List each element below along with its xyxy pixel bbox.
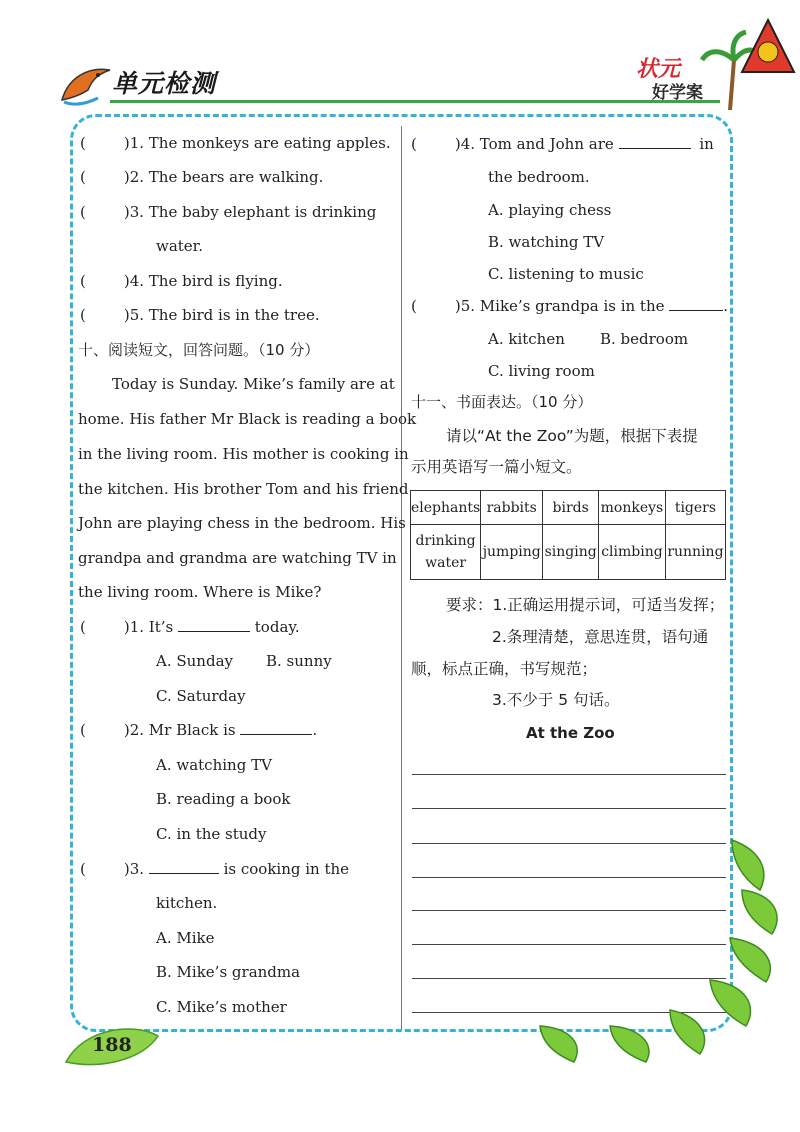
- page-number: 188: [92, 1034, 132, 1056]
- page-header: [0, 0, 800, 110]
- table-cell: birds: [543, 491, 599, 525]
- tf-item-text: 5. The bird is in the tree.: [129, 306, 320, 324]
- requirement-3: 3.不少于 5 句话。: [492, 691, 620, 709]
- logo-badge-icon: [740, 18, 796, 76]
- table-cell: tigers: [665, 491, 725, 525]
- table-cell: monkeys: [599, 491, 666, 525]
- q5-option-c: C. living room: [488, 362, 595, 380]
- answer-paren-open[interactable]: (: [80, 134, 86, 152]
- table-cell: climbing: [599, 525, 666, 580]
- instruction-line: 请以“At the Zoo”为题，根据下表提: [446, 427, 698, 445]
- passage-line: Today is Sunday. Mike’s family are at: [112, 375, 395, 393]
- q1-option-c: C. Saturday: [156, 687, 246, 705]
- q5-option-a: A. kitchen: [488, 330, 565, 348]
- answer-paren[interactable]: (: [80, 618, 86, 636]
- requirement-2: 2.条理清楚，意思连贯，语句通: [492, 628, 709, 646]
- q3-option-a: A. Mike: [156, 929, 215, 947]
- requirement-2-cont: 顺，标点正确，书写规范；: [411, 660, 598, 678]
- q1-option-a: A. Sunday: [156, 652, 233, 670]
- dolphin-mascot-icon: [58, 60, 116, 108]
- q4-option-b: B. watching TV: [488, 233, 605, 251]
- tf-item-text: 4. The bird is flying.: [129, 272, 283, 290]
- q3-option-c: C. Mike’s mother: [156, 998, 287, 1016]
- q1-option-b: B. sunny: [266, 652, 332, 670]
- fill-blank[interactable]: [149, 861, 219, 874]
- fill-blank[interactable]: [240, 722, 312, 735]
- leaves-decoration-icon: [520, 830, 790, 1070]
- passage-line: home. His father Mr Black is reading a book: [78, 410, 417, 428]
- tf-item-5: ( )5. The bird is in the tree.: [80, 306, 320, 324]
- passage-line: John are playing chess in the bedroom. His: [78, 514, 406, 532]
- writing-line[interactable]: [412, 808, 726, 809]
- answer-paren[interactable]: (: [411, 135, 417, 153]
- q2-option-b: B. reading a book: [156, 790, 291, 808]
- brand-subtitle: 好学案: [652, 83, 703, 103]
- fill-blank[interactable]: [619, 136, 691, 149]
- instruction-line: 示用英语写一篇小短文。: [411, 458, 582, 476]
- writing-line[interactable]: [412, 774, 726, 775]
- tf-item-2: ( )2. The bears are walking.: [80, 168, 324, 186]
- passage-line: grandpa and grandma are watching TV in: [78, 549, 397, 567]
- q5-option-b: B. bedroom: [600, 330, 689, 348]
- tf-item-4: ( )4. The bird is flying.: [80, 272, 283, 290]
- q4-continuation: the bedroom.: [488, 168, 590, 186]
- essay-title: At the Zoo: [526, 724, 615, 742]
- q3-option-b: B. Mike’s grandma: [156, 963, 301, 981]
- tf-item-text: 3. The baby elephant is drinking: [129, 203, 377, 221]
- table-cell: singing: [543, 525, 599, 580]
- hint-word-table: [410, 490, 726, 580]
- tf-item-text: 1. The monkeys are eating apples.: [129, 134, 391, 152]
- passage-line: the living room. Where is Mike?: [78, 583, 322, 601]
- passage-line: in the living room. His mother is cooking in: [78, 445, 409, 463]
- answer-paren-open[interactable]: (: [80, 203, 86, 221]
- header-rule: [110, 100, 720, 103]
- passage-line: the kitchen. His brother Tom and his friend: [78, 480, 409, 498]
- question-2: ( )2. Mr Black is .: [80, 721, 318, 739]
- answer-paren[interactable]: (: [80, 721, 86, 739]
- q4-option-a: A. playing chess: [488, 201, 612, 219]
- table-cell: running: [665, 525, 725, 580]
- table-cell: elephants: [411, 491, 481, 525]
- tf-item-text: 2. The bears are walking.: [129, 168, 324, 186]
- answer-paren-open[interactable]: (: [80, 306, 86, 324]
- brand-name: 状元: [636, 57, 681, 82]
- question-1: ( )1. It’s today.: [80, 618, 300, 636]
- column-divider: [401, 126, 402, 1030]
- tf-item-3: ( )3. The baby elephant is drinking: [80, 203, 377, 221]
- q2-option-c: C. in the study: [156, 825, 267, 843]
- question-4: ( )4. Tom and John are in: [411, 135, 714, 153]
- q2-option-a: A. watching TV: [156, 756, 272, 774]
- q3-continuation: kitchen.: [156, 894, 218, 912]
- unit-test-title: 单元检测: [112, 69, 217, 98]
- tf-item-3-cont: water.: [156, 237, 203, 255]
- question-3: ( )3. is cooking in the: [80, 860, 350, 878]
- question-5: ( )5. Mike’s grandpa is in the .: [411, 297, 729, 315]
- fill-blank[interactable]: [669, 298, 723, 311]
- section-10-title: 十、阅读短文，回答问题。（10 分）: [78, 341, 320, 359]
- table-cell: jumping: [481, 525, 543, 580]
- table-cell: rabbits: [481, 491, 543, 525]
- answer-paren[interactable]: (: [411, 297, 417, 315]
- requirements: 要求：1.正确运用提示词，可适当发挥；: [446, 596, 725, 614]
- answer-paren[interactable]: (: [80, 860, 86, 878]
- table-cell: drinking water: [411, 525, 481, 580]
- section-11-title: 十一、书面表达。（10 分）: [411, 393, 593, 411]
- fill-blank[interactable]: [178, 619, 250, 632]
- q4-option-c: C. listening to music: [488, 265, 644, 283]
- answer-paren-open[interactable]: (: [80, 168, 86, 186]
- tf-item-1: ( )1. The monkeys are eating apples.: [80, 134, 391, 152]
- answer-paren-open[interactable]: (: [80, 272, 86, 290]
